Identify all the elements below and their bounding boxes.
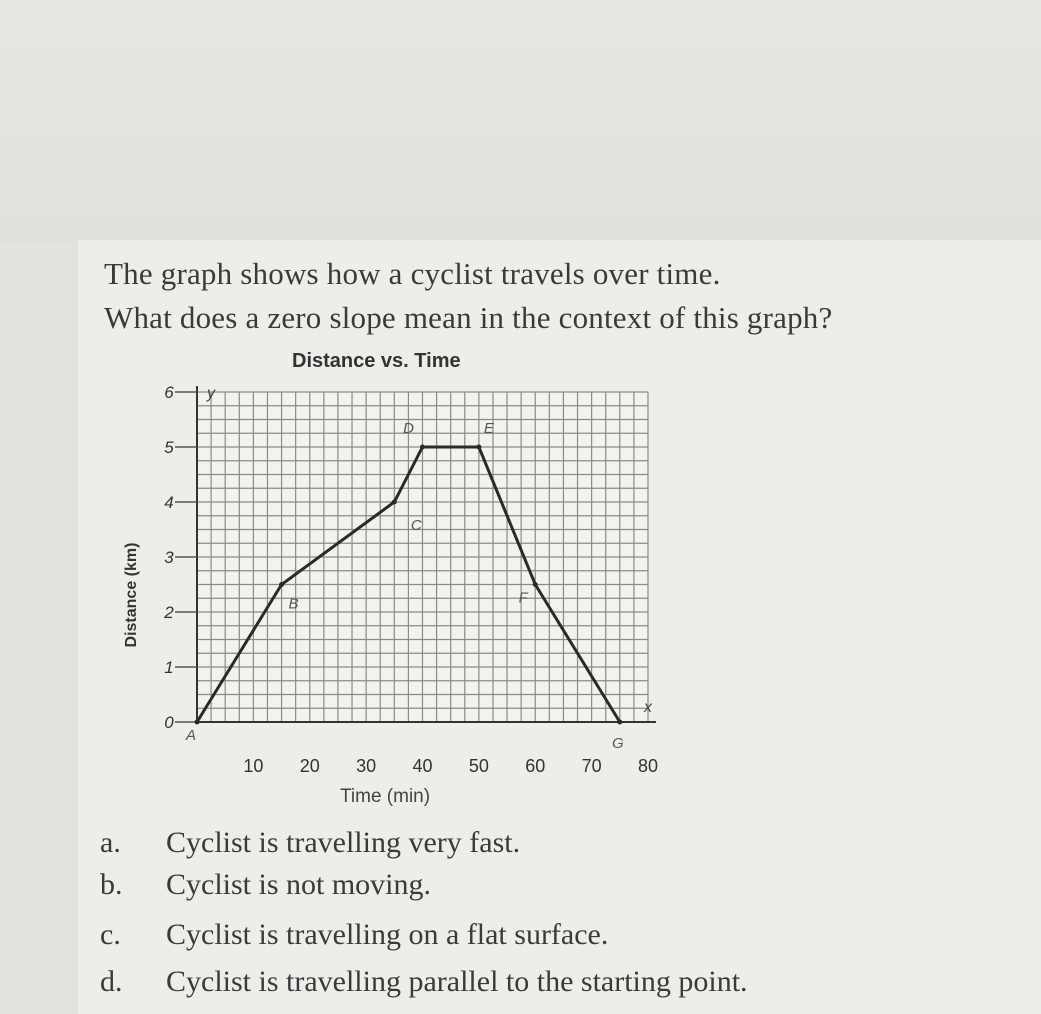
y-tick-label: 2 bbox=[164, 603, 174, 622]
point-label: F bbox=[518, 589, 528, 607]
point-label: C bbox=[410, 517, 422, 534]
x-axis-marker: x bbox=[644, 699, 652, 716]
x-tick-label: 30 bbox=[356, 756, 377, 776]
x-tick-label: 50 bbox=[468, 756, 489, 776]
point-marker bbox=[476, 445, 481, 450]
x-tick-label: 20 bbox=[299, 756, 320, 776]
y-tick-label: 5 bbox=[164, 438, 174, 457]
option-a[interactable] bbox=[100, 826, 520, 860]
y-axis-marker: y bbox=[207, 385, 215, 402]
point-label: D bbox=[403, 420, 414, 437]
option-text: Cyclist is not moving. bbox=[166, 868, 432, 901]
point-marker bbox=[279, 582, 284, 587]
point-marker bbox=[195, 720, 200, 725]
option-text: Cyclist is travelling parallel to the starting point. bbox=[166, 965, 748, 998]
point-label: B bbox=[288, 595, 299, 613]
option-letter: a. bbox=[100, 826, 121, 859]
option-d[interactable] bbox=[100, 965, 748, 999]
point-marker bbox=[533, 582, 538, 587]
question-line-2: What does a zero slope mean in the context of this graph? bbox=[104, 300, 833, 335]
chart-title: Distance vs. Time bbox=[292, 350, 461, 372]
option-c[interactable] bbox=[100, 918, 608, 952]
x-axis-label: Time (min) bbox=[340, 786, 431, 807]
x-tick-label: 40 bbox=[412, 756, 433, 776]
question-line-1: The graph shows how a cyclist travels over time. bbox=[104, 256, 721, 291]
point-label: G bbox=[611, 735, 624, 752]
y-tick-label: 1 bbox=[164, 658, 174, 677]
option-letter: c. bbox=[100, 918, 121, 951]
x-tick-label: 60 bbox=[525, 756, 546, 776]
point-label: E bbox=[483, 420, 494, 437]
option-letter: b. bbox=[100, 868, 123, 901]
x-tick-label: 80 bbox=[637, 756, 659, 776]
y-tick-label: 3 bbox=[164, 548, 174, 567]
point-label: A bbox=[185, 727, 197, 744]
point-marker bbox=[420, 445, 425, 450]
y-tick-label: 0 bbox=[164, 713, 174, 732]
option-b[interactable] bbox=[100, 868, 431, 902]
x-tick-label: 10 bbox=[243, 756, 264, 776]
option-text: Cyclist is travelling on a flat surface. bbox=[166, 918, 609, 951]
y-axis-label: Distance (km) bbox=[123, 542, 140, 648]
y-tick-label: 6 bbox=[164, 383, 174, 402]
point-marker bbox=[617, 720, 622, 725]
x-tick-label: 70 bbox=[581, 756, 602, 776]
y-tick-label: 4 bbox=[164, 493, 174, 512]
point-marker bbox=[392, 500, 397, 505]
option-text: Cyclist is travelling very fast. bbox=[166, 826, 521, 859]
option-letter: d. bbox=[100, 965, 123, 998]
